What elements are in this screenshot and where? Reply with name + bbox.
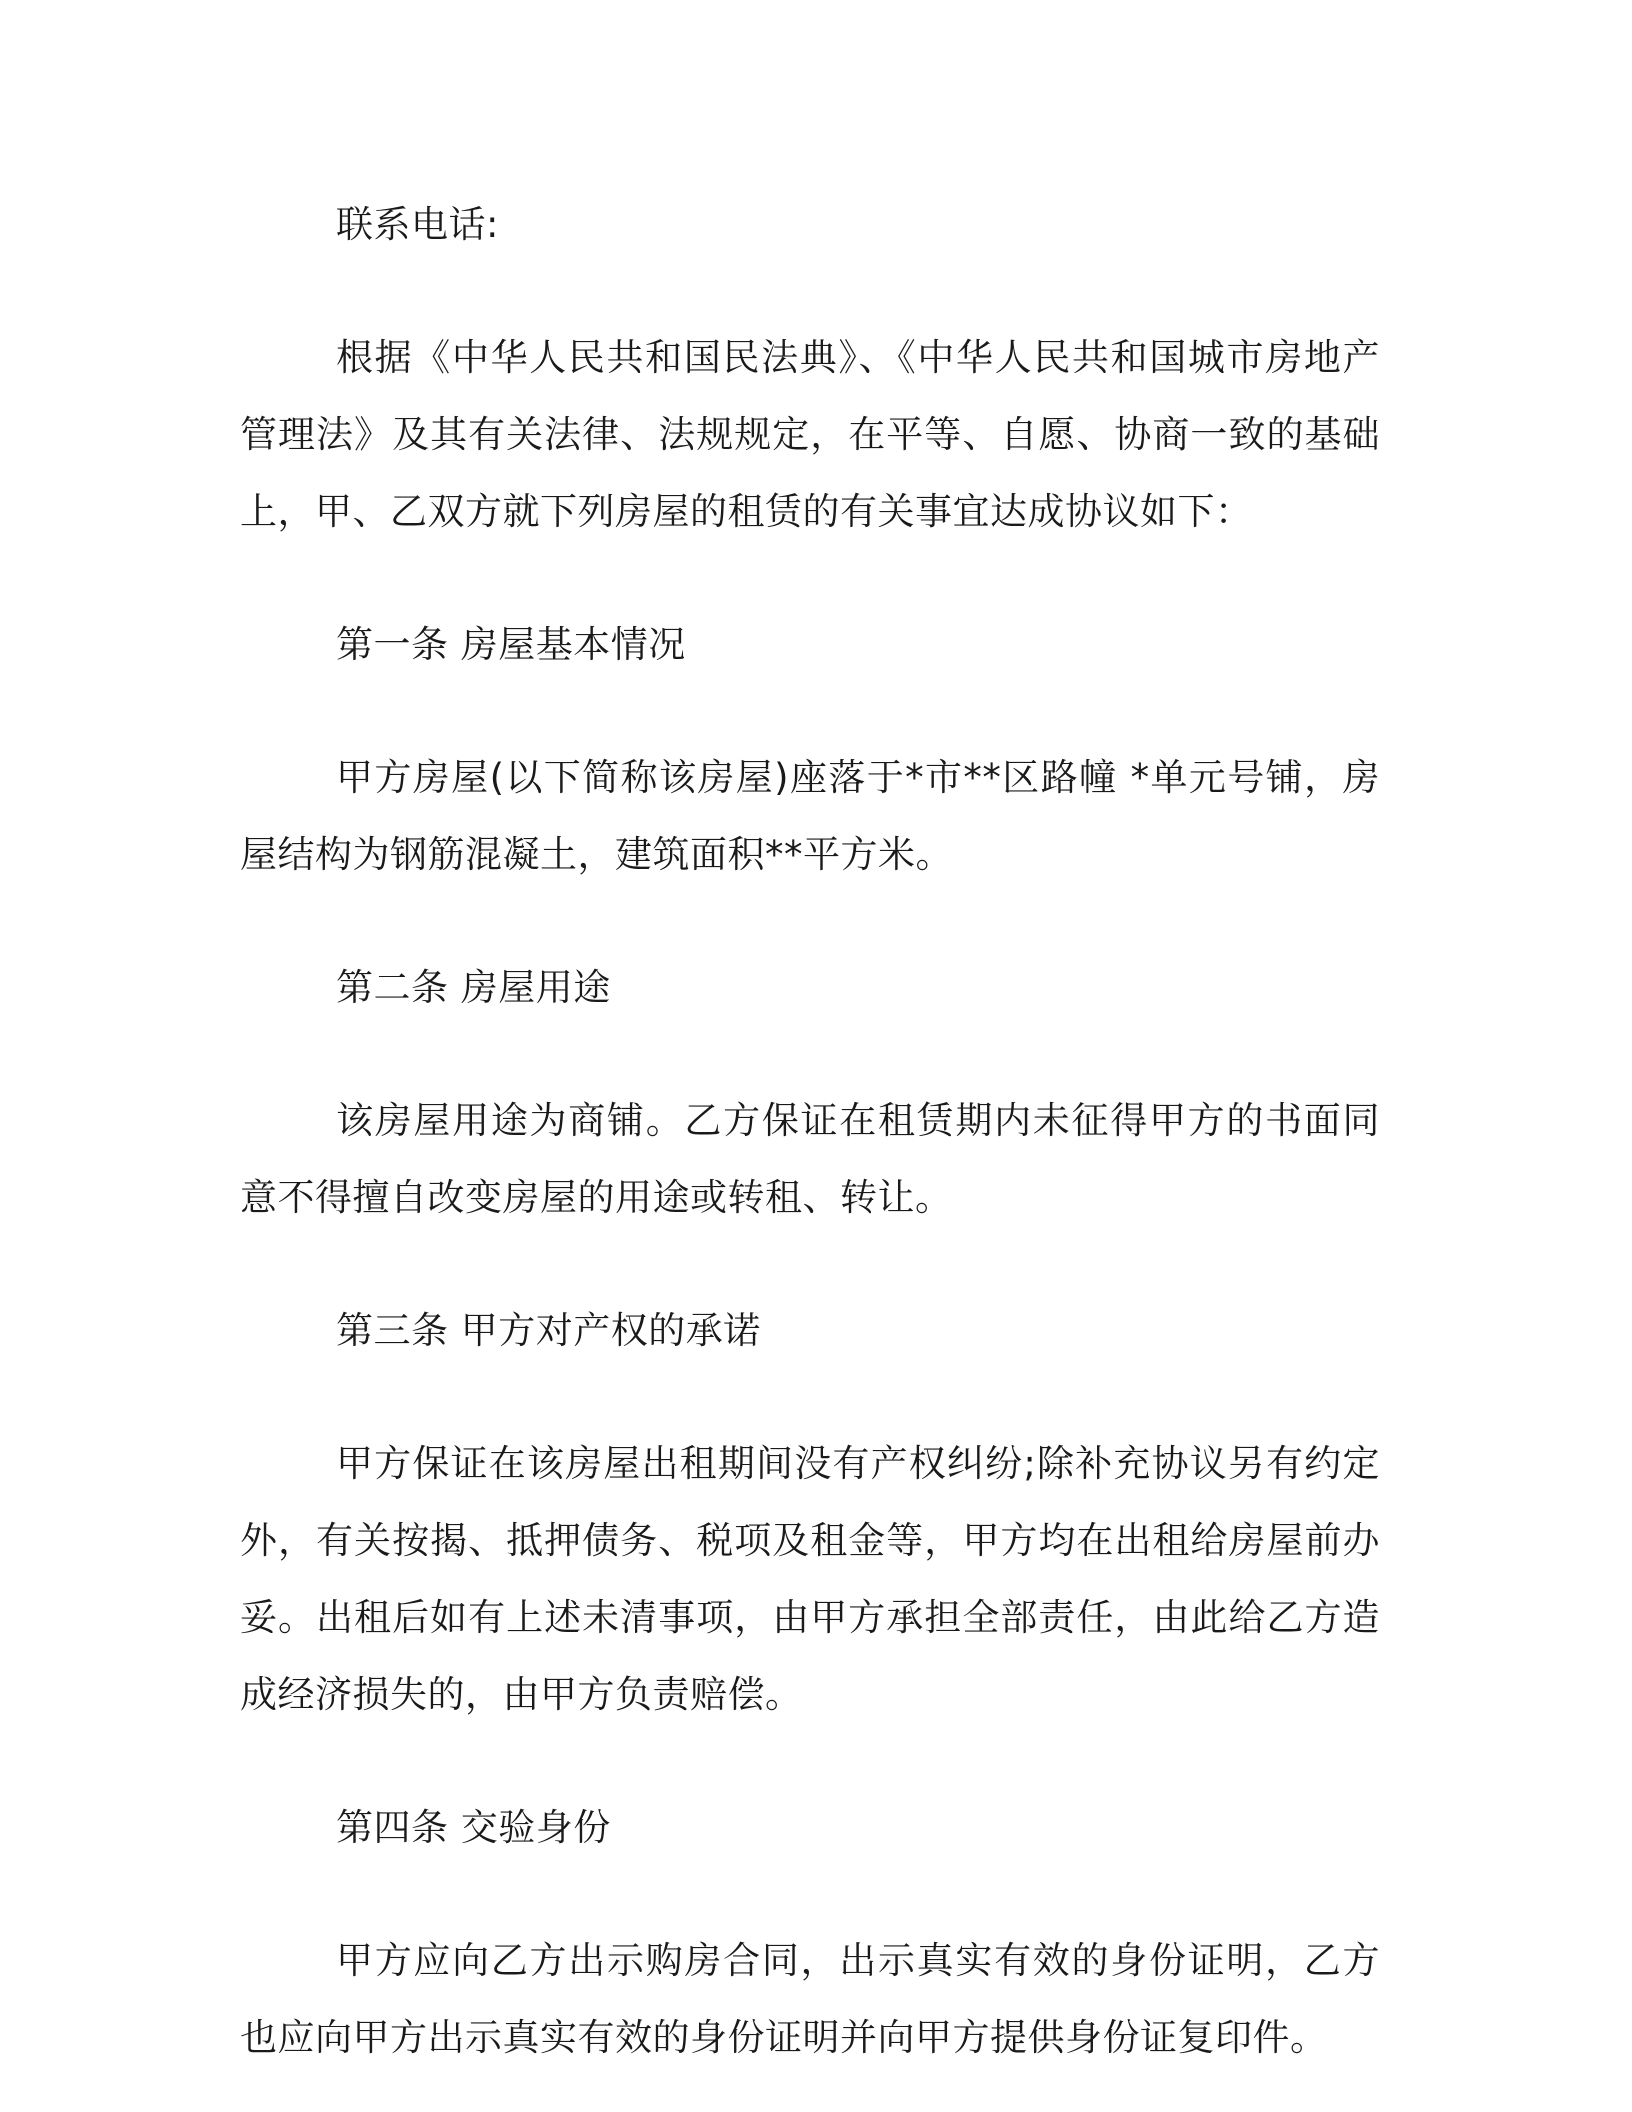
article-4-body: 甲方应向乙方出示购房合同，出示真实有效的身份证明，乙方也应向甲方出示真实有效的身份证明并向甲方提供身份证复印件。: [240, 1939, 1380, 2059]
article-1-body: 甲方房屋(以下简称该房屋)座落于*市**区路幢 *单元号铺，房屋结构为钢筋混凝土，建筑面积**平方米。: [240, 756, 1380, 876]
article-3-title: 第三条 甲方对产权的承诺: [336, 1309, 761, 1352]
intro-paragraph: 根据《中华人民共和国民法典》、《中华人民共和国城市房地产管理法》及其有关法律、法规规定，在平等、自愿、协商一致的基础上，甲、乙双方就下列房屋的租赁的有关事宜达成协议如下：: [240, 336, 1380, 533]
article-3-body: 甲方保证在该房屋出租期间没有产权纠纷;除补充协议另有约定外，有关按揭、抵押债务、税项及租金等，甲方均在出租给房屋前办妥。出租后如有上述未清事项，由甲方承担全部责任，由此给乙方造成经济损失的，由甲方负责赔偿。: [240, 1442, 1380, 1716]
contact-line: 联系电话:: [336, 203, 499, 246]
document-body: [240, 186, 1380, 2076]
article-1-title: 第一条 房屋基本情况: [336, 623, 686, 666]
article-4-title: 第四条 交验身份: [336, 1806, 611, 1849]
article-2-body: 该房屋用途为商铺。乙方保证在租赁期内未征得甲方的书面同意不得擅自改变房屋的用途或转租、转让。: [240, 1099, 1380, 1219]
article-2-title: 第二条 房屋用途: [336, 966, 611, 1009]
